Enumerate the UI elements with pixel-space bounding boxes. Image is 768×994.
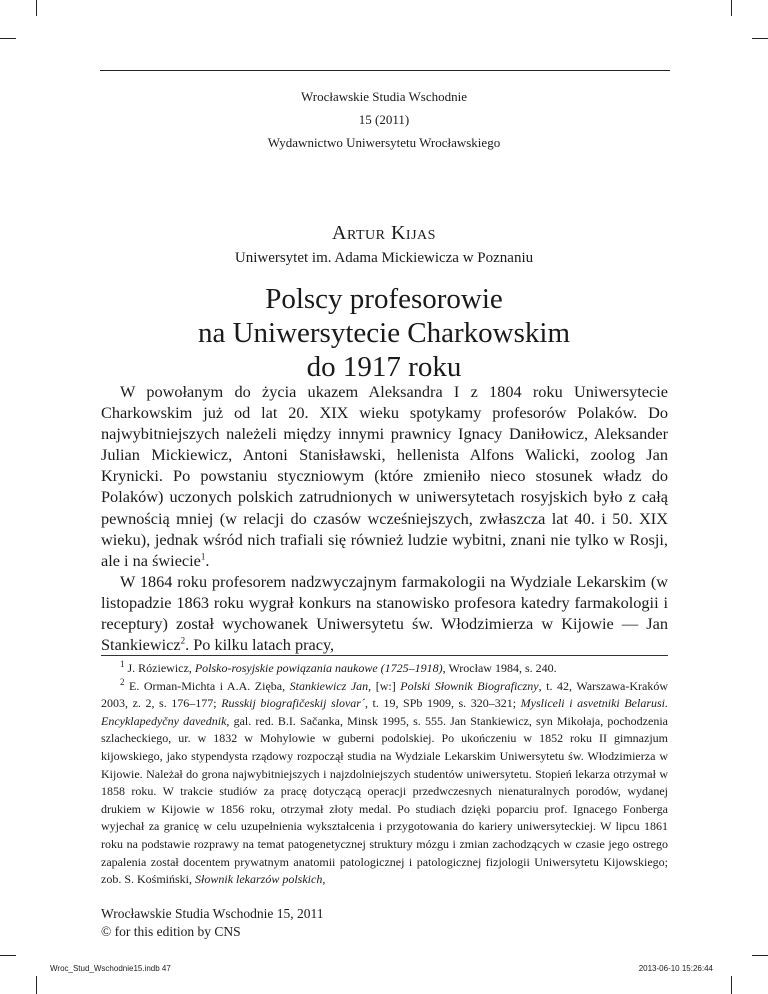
crop-mark bbox=[0, 955, 16, 956]
footnote-ref[interactable]: 2 bbox=[180, 635, 186, 646]
crop-mark bbox=[731, 0, 732, 16]
footer-copyright: © for this edition by CNS bbox=[101, 924, 241, 939]
crop-mark bbox=[36, 0, 37, 16]
title-line: na Uniwersytecie Charkowskim bbox=[197, 317, 571, 349]
author-affiliation: Uniwersytet im. Adama Mickiewicza w Poznaniu bbox=[234, 250, 534, 266]
title-line: Polscy profesorowie bbox=[265, 283, 503, 315]
footnote-ref[interactable]: 1 bbox=[200, 551, 206, 562]
crop-mark bbox=[731, 976, 732, 994]
journal-name: Wrocławskie Studia Wschodnie bbox=[300, 89, 468, 104]
journal-volume: 15 (2011) bbox=[358, 112, 410, 127]
print-slug-timestamp: 2013-06-10 15:26:44 bbox=[638, 964, 713, 973]
footnote: $^1$ J. Róziewicz, Polsko-rosyjskie powiązania naukowe (1725–1918), Wrocław 1984, s. 240. bbox=[120, 659, 557, 675]
footer-journal: Wrocławskie Studia Wschodnie 15, 2011 bbox=[101, 906, 324, 921]
header-rule bbox=[100, 70, 670, 71]
crop-mark bbox=[36, 976, 37, 994]
footnotes bbox=[101, 660, 668, 889]
title-line: do 1917 roku bbox=[306, 351, 462, 383]
footnote: $^2$ E. Orman-Michta i A.A. Zięba, Stankiewicz Jan, [w:] Polski Słownik Biograficzny, t. 42, Warszawa-Kraków 2003, z. 2, s. 176–177; Russkij biografičeskij slovar´, t. 19, SPb 1909, s. 320–321; Mysliceli i asvetniki Belarusi. Encyklapedyčny davednik, gal. red. B.I. Sačanka, Minsk 1995, s. 555. Jan Stankiewicz, syn Mikołaja, pochodzenia szlacheckiego, ur. w 1832 w Mohylowie w guberni podolskiej. Po ukończeniu w 1852 roku II gimnazjum kijowskiego, jako stypendysta rządowy rozpoczął studia na Wydziale Lekarskim Uniwersytetu św. Włodzimierza w Kijowie. Należał do grona najwybitniejszych i najzdolniejszych studentów uniwersytetu. Stopień lekarza otrzymał w 1858 roku. W trakcie studiów za pracę dotyczącą operacji przedwczesnych nienaturalnych porodów, wydanej drukiem w Kijowie w 1856 roku, otrzymał złoty medal. Po studiach dzięki poparciu prof. Ignacego Fonberga wyjechał za granicę w celu uzupełnienia wykształcenia i przygotowania do kariery uniwersyteckiej. W lipcu 1861 roku na podstawie rozprawy na temat patogenetycznej struktury mózgu i zmian zachodzących w czasie jego ostrego zapalenia został docentem prywatnym anatomii patologicznej i patologicznej fizjologii Uniwersytetu Kijowskiego; zob. S. Kośmiński, Słownik lekarzów polskich, bbox=[101, 676, 668, 887]
article-body bbox=[101, 381, 668, 655]
print-slug-file: Wroc_Stud_Wschodnie15.indb 47 bbox=[50, 964, 171, 973]
crop-mark bbox=[752, 955, 768, 956]
author-name: Artur Kijas bbox=[332, 222, 436, 244]
article-title bbox=[0, 282, 768, 384]
publisher-name: Wydawnictwo Uniwersytetu Wrocławskiego bbox=[267, 135, 501, 150]
body-paragraph: W powołanym do życia ukazem Aleksandra I z 1804 roku Uniwersytecie Charkowskim już od lat 20. XIX wieku spotykamy profesorów Polaków. Do najwybitniejszych należeli między innymi prawnicy Ignacy Daniłowicz, Aleksander Julian Mickiewicz, Antoni Stanisławski, hellenista Alfons Walicki, zoolog Jan Krynicki. Po powstaniu styczniowym (które zmieniło nieco stosunek władz do Polaków) uczonych polskich zatrudnionych w uniwersytetach rosyjskich było z całą pewnością mniej (w relacji do czasów wcześniejszych, zwłaszcza lat 40. i 50. XIX wieku), jednak wśród nich trafiali się również ludzie wybitni, znani nie tylko w Rosji, ale i na świecie$^1$. bbox=[101, 382, 668, 570]
footnote-rule bbox=[101, 655, 668, 656]
body-paragraph: W 1864 roku profesorem nadzwyczajnym farmakologii na Wydziale Lekarskim (w listopadzie 1863 roku wygrał konkurs na stanowisko profesora katedry farmakologii i receptury) został wychowanek Uniwersytetu św. Włodzimierza w Kijowie — Jan Stankiewicz$^2$. Po kilku latach pracy, bbox=[101, 571, 668, 655]
crop-mark bbox=[0, 38, 16, 39]
crop-mark bbox=[752, 38, 768, 39]
